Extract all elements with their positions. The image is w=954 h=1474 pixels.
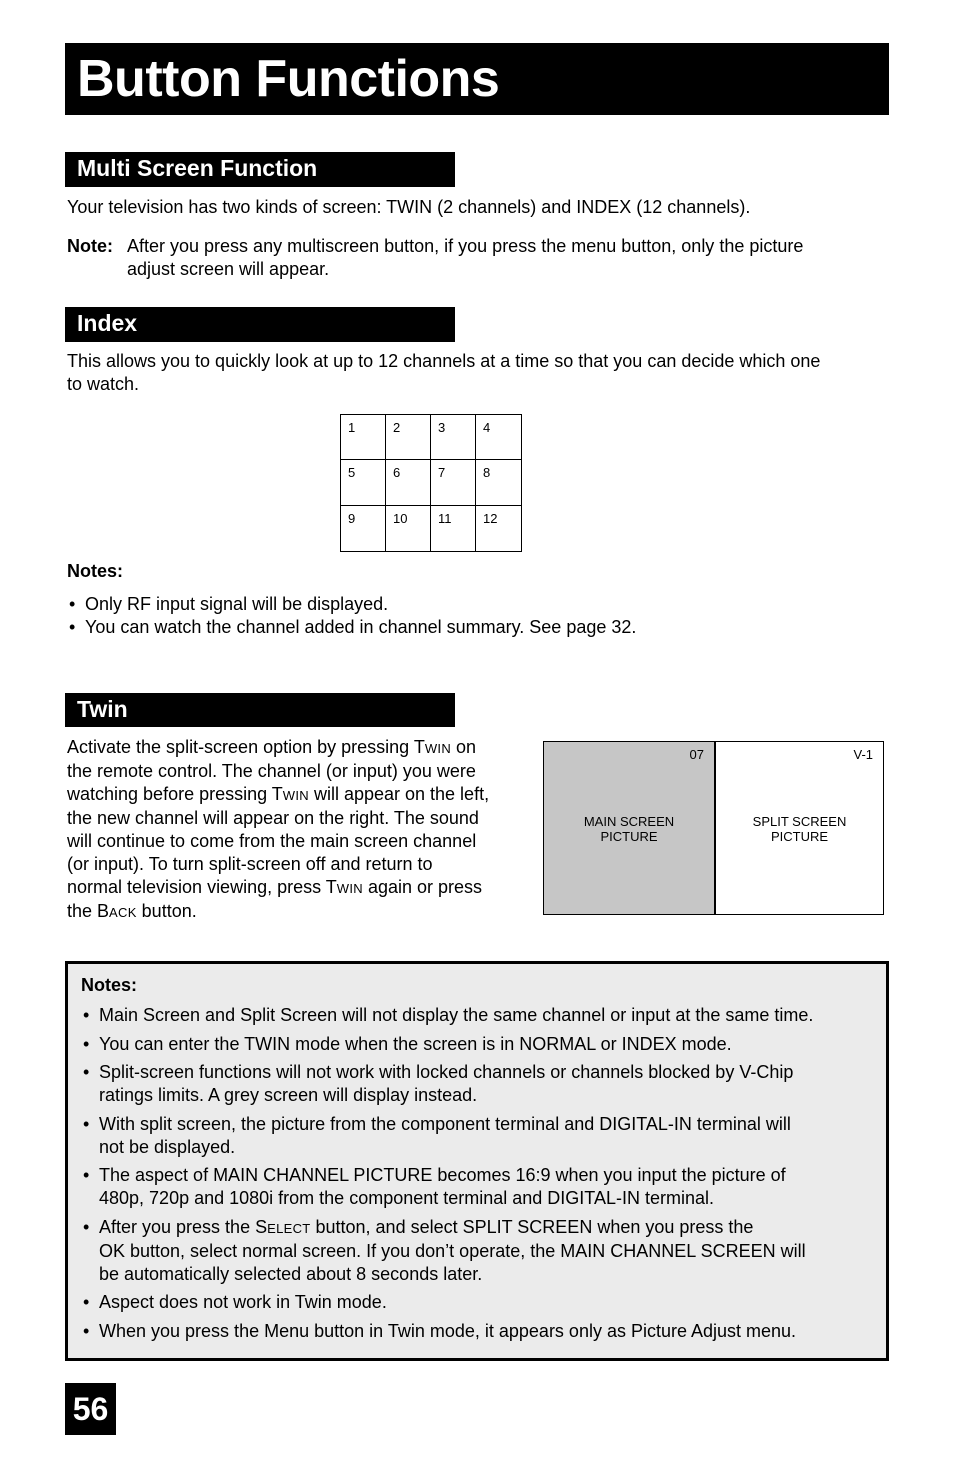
grid-cell: 1 xyxy=(341,415,386,460)
section-heading-label: Twin xyxy=(77,696,128,722)
list-item xyxy=(81,1061,881,1107)
text-run: will continue to come from the main screen channel xyxy=(67,831,477,851)
small-caps-run: WIN xyxy=(424,741,452,756)
grid-cell: 11 xyxy=(431,506,476,551)
text-run: button, and select SPLIT SCREEN when you press the xyxy=(310,1216,754,1237)
text-run: After you press the S xyxy=(99,1216,268,1237)
main-channel-number: 07 xyxy=(689,747,704,762)
section-heading-multi-screen xyxy=(65,152,455,187)
list-item-line: 480p, 720p and 1080i from the component terminal and DIGITAL-IN terminal. xyxy=(99,1188,714,1208)
twin-screen-diagram xyxy=(543,741,884,915)
text-run: (or input). To turn split-screen off and return to xyxy=(67,854,433,874)
note-line: After you press any multiscreen button, if you press the menu button, only the picture xyxy=(127,236,804,256)
multi-screen-intro: Your television has two kinds of screen: TWIN (2 channels) and INDEX (12 channels). xyxy=(67,197,751,217)
notes-box-title: Notes: xyxy=(81,975,138,995)
list-item xyxy=(81,1216,881,1286)
twin-line xyxy=(67,783,537,807)
page-title: Button Functions xyxy=(77,50,500,108)
grid-cell: 3 xyxy=(431,415,476,460)
split-channel-number: V-1 xyxy=(853,747,873,762)
grid-cell: 5 xyxy=(341,460,386,505)
text-run: watching before pressing T xyxy=(67,784,283,804)
text-run: on xyxy=(451,737,477,757)
text-run: again or press xyxy=(362,877,483,897)
main-screen-label-line: PICTURE xyxy=(600,829,658,844)
grid-cell: 12 xyxy=(483,510,498,526)
list-item xyxy=(81,1320,881,1343)
small-caps-run: ELECT xyxy=(267,1220,311,1236)
twin-line xyxy=(67,830,537,853)
list-item-line: OK button, select normal screen. If you don’t operate, the MAIN CHANNEL SCREEN will xyxy=(99,1240,806,1261)
page-title-bar xyxy=(65,43,889,115)
split-screen-label-line: SPLIT SCREEN xyxy=(752,814,847,829)
text-run: Activate the split-screen option by pressing T xyxy=(67,737,425,757)
list-item-line: • Main Screen and Split Screen will not display the same channel or input at the same time. xyxy=(99,1005,814,1025)
note-line: adjust screen will appear. xyxy=(127,259,330,279)
split-screen-pane xyxy=(716,742,883,914)
index-notes-title: Notes: xyxy=(67,561,124,581)
list-item xyxy=(81,1291,881,1314)
notes-box-list xyxy=(81,1004,881,1348)
list-item-line xyxy=(99,1216,881,1240)
text-run: the remote control. The channel (or input) you were xyxy=(67,761,476,781)
list-item: • You can watch the channel added in channel summary. See page 32. xyxy=(67,616,907,639)
list-item-line: be automatically selected about 8 seconds later. xyxy=(99,1263,483,1284)
list-item-line: • Aspect does not work in Twin mode. xyxy=(99,1292,387,1312)
page-number: 56 xyxy=(65,1383,116,1435)
list-item-line: • When you press the Menu button in Twin mode, it appears only as Picture Adjust menu. xyxy=(99,1320,797,1341)
grid-cell: 8 xyxy=(476,460,521,505)
main-screen-label xyxy=(544,814,714,844)
text-run: will appear on the left, xyxy=(308,784,490,804)
main-screen-pane xyxy=(544,742,716,914)
list-item-line: • The aspect of MAIN CHANNEL PICTURE becomes 16:9 when you input the picture of xyxy=(99,1165,786,1185)
list-item: • Only RF input signal will be displayed. xyxy=(67,593,907,616)
list-item xyxy=(81,1004,881,1027)
section-heading-twin xyxy=(65,693,455,727)
list-item-line: • You can enter the TWIN mode when the screen is in NORMAL or INDEX mode. xyxy=(99,1033,732,1054)
grid-cell: 7 xyxy=(431,460,476,505)
twin-line xyxy=(67,736,537,760)
index-description-line: This allows you to quickly look at up to 12 channels at a time so that you can decide which one xyxy=(67,351,821,371)
twin-description xyxy=(67,736,537,924)
section-heading-label: Multi Screen Function xyxy=(77,155,318,181)
small-caps-run: ACK xyxy=(109,905,137,920)
small-caps-run: WIN xyxy=(282,788,309,803)
text-run: normal television viewing, press T xyxy=(67,877,337,897)
notes-box xyxy=(65,961,889,1361)
twin-line xyxy=(67,900,537,924)
main-screen-label-line: MAIN SCREEN xyxy=(583,814,675,829)
grid-cell: 2 xyxy=(386,415,431,460)
list-item xyxy=(81,1113,881,1159)
list-item-line: not be displayed. xyxy=(99,1136,236,1157)
grid-cell: 9 xyxy=(341,506,386,551)
text-run: the B xyxy=(67,901,110,921)
twin-line xyxy=(67,760,537,783)
list-item-line: • With split screen, the picture from the component terminal and DIGITAL-IN terminal will xyxy=(99,1113,791,1134)
twin-line xyxy=(67,807,537,830)
twin-line xyxy=(67,853,537,876)
note-text xyxy=(127,235,897,281)
index-description-line: to watch. xyxy=(67,374,140,394)
list-item xyxy=(81,1164,881,1210)
twin-line xyxy=(67,876,537,900)
section-heading-label: Index xyxy=(77,310,138,336)
grid-cell: 10 xyxy=(386,506,431,551)
index-description xyxy=(67,350,907,396)
text-run: the new channel will appear on the right. The sound xyxy=(67,808,479,828)
list-item xyxy=(81,1033,881,1056)
index-notes-list xyxy=(67,593,907,639)
grid-cell: 4 xyxy=(476,415,521,460)
section-heading-index xyxy=(65,307,455,342)
note-label xyxy=(67,235,113,258)
note-label-text: Note: xyxy=(67,236,113,256)
split-screen-label-line: PICTURE xyxy=(770,829,829,844)
text-run: button. xyxy=(136,901,197,921)
small-caps-run: WIN xyxy=(336,881,363,896)
list-item-line: ratings limits. A grey screen will display instead. xyxy=(99,1085,478,1105)
index-grid-diagram xyxy=(340,414,522,552)
grid-cell: 6 xyxy=(386,460,431,505)
split-screen-label xyxy=(716,814,883,844)
list-item-line: • Split-screen functions will not work with locked channels or channels blocked by V-Chip xyxy=(99,1062,794,1082)
